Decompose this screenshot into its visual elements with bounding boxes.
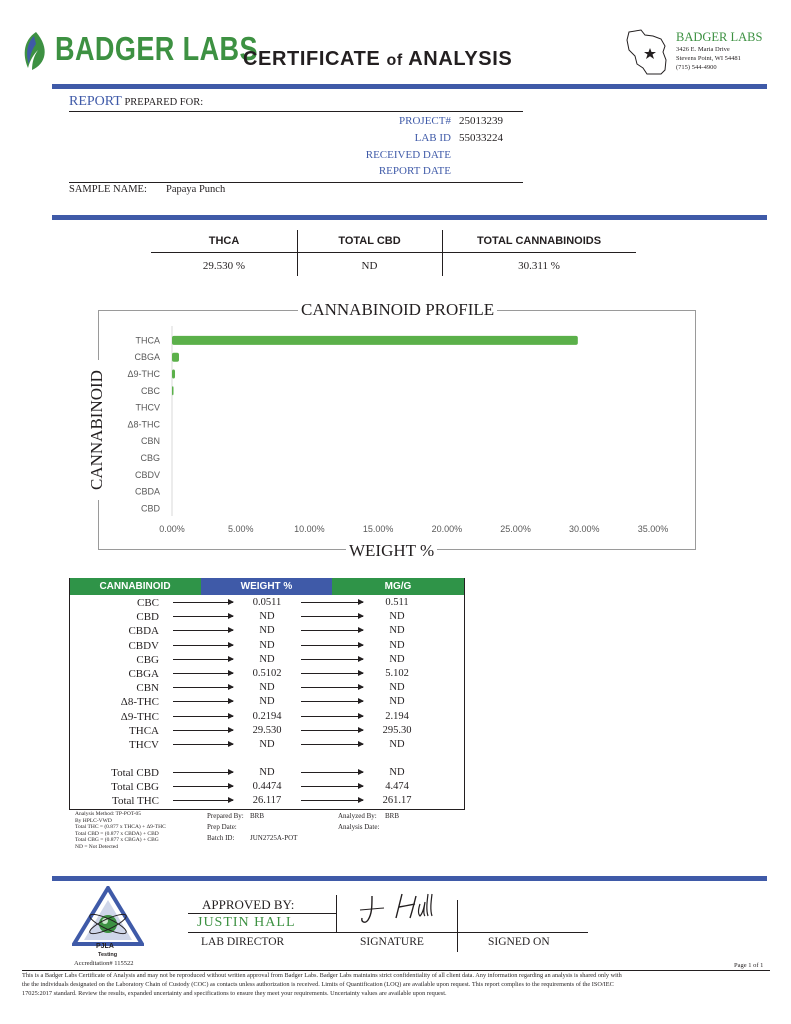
arrow-icon — [173, 800, 233, 801]
table-row — [69, 624, 465, 638]
chart-title: CANNABINOID PROFILE — [298, 300, 497, 320]
divider — [457, 900, 458, 952]
y-tick-label: Δ9-THC — [127, 369, 160, 379]
weight-value: ND — [259, 739, 275, 750]
table-row — [69, 710, 465, 724]
summary-total-cannabinoids-label: TOTAL CANNABINOIDS — [476, 235, 602, 247]
weight-value: ND — [259, 625, 275, 637]
y-tick-label: THCV — [135, 402, 160, 413]
arrow-icon — [301, 616, 363, 617]
wisconsin-map-icon — [623, 26, 673, 78]
arrow-icon — [173, 701, 233, 702]
weight-value: 26.117 — [252, 795, 282, 807]
weight-value: ND — [259, 696, 275, 708]
table-row — [69, 596, 465, 610]
cannabinoid-name: Total CBG — [111, 781, 159, 794]
arrow-icon — [301, 630, 363, 631]
table-row — [69, 610, 465, 624]
phone: (715) 544-4900 — [676, 64, 717, 71]
arrow-icon — [301, 772, 363, 773]
arrow-icon — [173, 630, 233, 631]
cannabinoid-name: CBC — [136, 597, 159, 609]
cannabinoid-name: CBD — [136, 611, 159, 624]
arrow-icon — [301, 701, 363, 702]
arrow-icon — [173, 772, 233, 773]
mgg-value: ND — [389, 767, 405, 778]
mgg-value: 4.474 — [385, 781, 409, 793]
batch-id-value: JUN2725A-POT — [250, 834, 298, 842]
handwritten-signature — [358, 892, 442, 932]
mgg-value: ND — [389, 611, 405, 623]
header-divider — [52, 84, 767, 89]
arrow-icon — [173, 786, 233, 787]
bar-Δ9-THC — [172, 370, 175, 379]
x-tick-label: 5.00% — [227, 524, 254, 534]
cannabinoid-name: CBDV — [128, 639, 159, 652]
cannabinoid-name: Total CBD — [111, 767, 159, 779]
table-border-right — [464, 578, 465, 810]
y-tick-label: CBC — [140, 385, 160, 396]
weight-value: 0.2194 — [252, 710, 282, 722]
cannabinoid-name: CBG — [136, 653, 159, 666]
weight-value: 29.530 — [252, 724, 282, 736]
cannabinoid-name: THCV — [129, 739, 159, 751]
cannabinoid-name: Δ9-THC — [120, 710, 159, 723]
footer-divider — [52, 876, 767, 881]
cannabinoid-name: Δ8-THC — [120, 696, 159, 709]
divider — [336, 895, 337, 933]
disclaimer-line-2: the the individuals designated on the Laboratory Chain of Custody (COC) as contacts unless authorization is received. Limits of Quantification (LOQ) are available upon request. This report complies to the requirements of the ISO/IEC — [22, 981, 614, 988]
divider — [69, 182, 523, 183]
arrow-icon — [301, 645, 363, 646]
table-row — [69, 681, 465, 695]
approved-rule — [188, 913, 336, 914]
cannabinoid-name: CBN — [136, 682, 159, 695]
bar-THCA — [172, 336, 578, 345]
summary-thca-value: 29.530 % — [202, 260, 246, 272]
arrow-icon — [173, 602, 233, 603]
table-bottom-rule — [69, 809, 465, 810]
mgg-value: ND — [389, 639, 405, 651]
cannabinoid-name: THCA — [129, 724, 159, 737]
pjla-testing: Testing — [98, 952, 118, 958]
arrow-icon — [173, 645, 233, 646]
weight-value: ND — [259, 653, 275, 665]
weight-value: ND — [259, 767, 275, 778]
batch-id-label: Batch ID: — [207, 834, 235, 842]
document-title: CERTIFICATE of ANALYSIS — [243, 48, 513, 70]
table-row — [69, 724, 465, 738]
divider — [69, 111, 523, 112]
table-row — [69, 780, 465, 794]
arrow-icon — [301, 730, 363, 731]
x-tick-label: 10.00% — [294, 524, 325, 534]
x-tick-label: 0.00% — [159, 524, 185, 534]
analyzed-by-label: Analyzed By: — [338, 812, 377, 820]
arrow-icon — [301, 673, 363, 674]
x-tick-label: 25.00% — [500, 524, 531, 534]
y-tick-label: CBGA — [134, 352, 160, 363]
summary-total-cbd-value: ND — [361, 260, 378, 272]
y-tick-label: CBN — [140, 436, 160, 447]
y-tick-label: CBD — [140, 503, 160, 514]
x-tick-label: 20.00% — [431, 524, 463, 534]
weight-value: ND — [259, 611, 275, 623]
cannabinoid-name: Total THC — [112, 795, 159, 808]
arrow-icon — [173, 659, 233, 660]
approver-name: JUSTIN HALL — [197, 915, 296, 930]
lab-id-value: 55033224 — [459, 132, 503, 144]
sample-name-value: Papaya Punch — [166, 184, 226, 195]
weight-value: 0.4474 — [252, 781, 282, 793]
table-border-left — [69, 578, 70, 810]
cannabinoid-profile-chart — [98, 320, 696, 545]
table-row — [69, 794, 465, 808]
disclaimer-line-3: 17025:2017 standard. Review the results, expanded uncertainty and specifications to ensure they meet your requirements. Uncertainty values are available upon request. — [22, 990, 447, 997]
table-row — [69, 695, 465, 709]
table-row — [69, 738, 465, 752]
table-row — [69, 667, 465, 681]
mgg-value: 261.17 — [382, 795, 412, 807]
arrow-icon — [173, 730, 233, 731]
weight-value: ND — [259, 639, 275, 651]
mgg-value: ND — [389, 682, 405, 694]
y-tick-label: CBG — [140, 453, 160, 463]
pjla-logo — [72, 886, 144, 946]
arrow-icon — [301, 744, 363, 745]
weight-value: 0.0511 — [252, 597, 282, 608]
y-tick-label: Δ8-THC — [127, 419, 160, 430]
x-tick-label: 35.00% — [637, 524, 669, 534]
x-tick-label: 30.00% — [569, 524, 600, 534]
section-divider — [52, 215, 767, 220]
mgg-value: 295.30 — [382, 724, 412, 736]
accreditation-number: Accreditation# 115522 — [74, 960, 134, 967]
prepared-by-value: BRB — [250, 812, 265, 820]
arrow-icon — [173, 744, 233, 745]
signature-label: SIGNATURE — [360, 936, 424, 948]
arrow-icon — [301, 602, 363, 603]
received-date-label: RECEIVED DATE — [365, 149, 451, 161]
weight-value: ND — [259, 682, 275, 694]
arrow-icon — [301, 659, 363, 660]
pjla-text: PJLA — [96, 943, 114, 950]
mgg-value: ND — [389, 653, 405, 665]
analysis-date-label: Analysis Date: — [338, 823, 380, 831]
lab-name: BADGER LABS — [676, 30, 763, 44]
project-value: 25013239 — [459, 115, 503, 127]
project-label: PROJECT# — [399, 115, 451, 127]
arrow-icon — [301, 800, 363, 801]
y-tick-label: CBDV — [134, 469, 160, 480]
approver-title: LAB DIRECTOR — [201, 936, 285, 948]
arrow-icon — [173, 616, 233, 617]
approved-by-label: APPROVED BY: — [202, 897, 295, 912]
signed-on-label: SIGNED ON — [488, 936, 550, 948]
chart-x-axis-label: WEIGHT % — [346, 541, 437, 561]
table-row — [69, 766, 465, 780]
arrow-icon — [173, 673, 233, 674]
footer-rule — [22, 970, 770, 971]
logo-text: BADGER LABS — [55, 30, 258, 67]
table-header-mgg: MG/G — [332, 578, 464, 595]
bar-CBGA — [172, 353, 179, 362]
arrow-icon — [173, 716, 233, 717]
mgg-value: 5.102 — [385, 668, 409, 679]
leaf-logo-icon — [20, 30, 52, 72]
sample-name-label: SAMPLE NAME: — [69, 184, 147, 195]
cannabinoid-name: CBDA — [128, 625, 159, 638]
address-line-1: 3426 E. Maria Drive — [676, 46, 730, 53]
badger-labs-logo — [20, 30, 52, 72]
arrow-icon — [301, 716, 363, 717]
summary-total-cbd-label: TOTAL CBD — [338, 235, 401, 247]
arrow-icon — [173, 687, 233, 688]
signature-rule — [188, 932, 588, 933]
y-tick-label: CBDA — [134, 486, 160, 497]
summary-thca-label: THCA — [208, 235, 240, 247]
bar-CBC — [172, 386, 174, 395]
mgg-value: 0.511 — [385, 597, 409, 608]
method-notes: Analysis Method: TP-POT-05 By HPLC-VWD Total THC = (0.877 x THCA) + Δ9-THC Total CBD = (0.877 x CBDA) + CBD Total CBG = (0.877 x CBGA) + CBG ND = Not Detected — [75, 811, 166, 850]
address-line-2: Stevens Point, WI 54481 — [676, 55, 741, 62]
summary-total-cannabinoids-value: 30.311 % — [518, 260, 560, 272]
mgg-value: ND — [389, 696, 405, 708]
weight-value: 0.5102 — [252, 668, 282, 679]
table-row — [69, 639, 465, 653]
mgg-value: 2.194 — [385, 710, 409, 722]
table-header-cannabinoid: CANNABINOID — [69, 578, 201, 595]
x-tick-label: 15.00% — [362, 524, 394, 534]
analyzed-by-value: BRB — [385, 812, 400, 820]
page-number: Page 1 of 1 — [734, 962, 764, 969]
disclaimer-line-1: This is a Badger Labs Certificate of Analysis and may not be reproduced without written approval from Badger Labs. Badger Labs maintains strict confidentiality of all client data. Any information regarding an analysis is shared only with — [22, 972, 622, 979]
prepared-by-label: Prepared By: — [207, 812, 244, 820]
lab-id-label: LAB ID — [414, 132, 451, 144]
cannabinoid-name: CBGA — [128, 668, 159, 680]
report-prepared-for: REPORT PREPARED FOR: — [69, 94, 204, 109]
chart-y-axis-label: CANNABINOID — [87, 360, 107, 500]
arrow-icon — [301, 687, 363, 688]
mgg-value: ND — [389, 625, 405, 637]
report-date-label: REPORT DATE — [378, 165, 451, 177]
y-tick-label: THCA — [135, 335, 160, 346]
arrow-icon — [301, 786, 363, 787]
table-header-weight: WEIGHT % — [201, 578, 332, 595]
pjla-accreditation-icon — [72, 886, 144, 946]
prep-date-label: Prep Date: — [207, 823, 237, 831]
mgg-value: ND — [389, 739, 405, 750]
table-row — [69, 653, 465, 667]
